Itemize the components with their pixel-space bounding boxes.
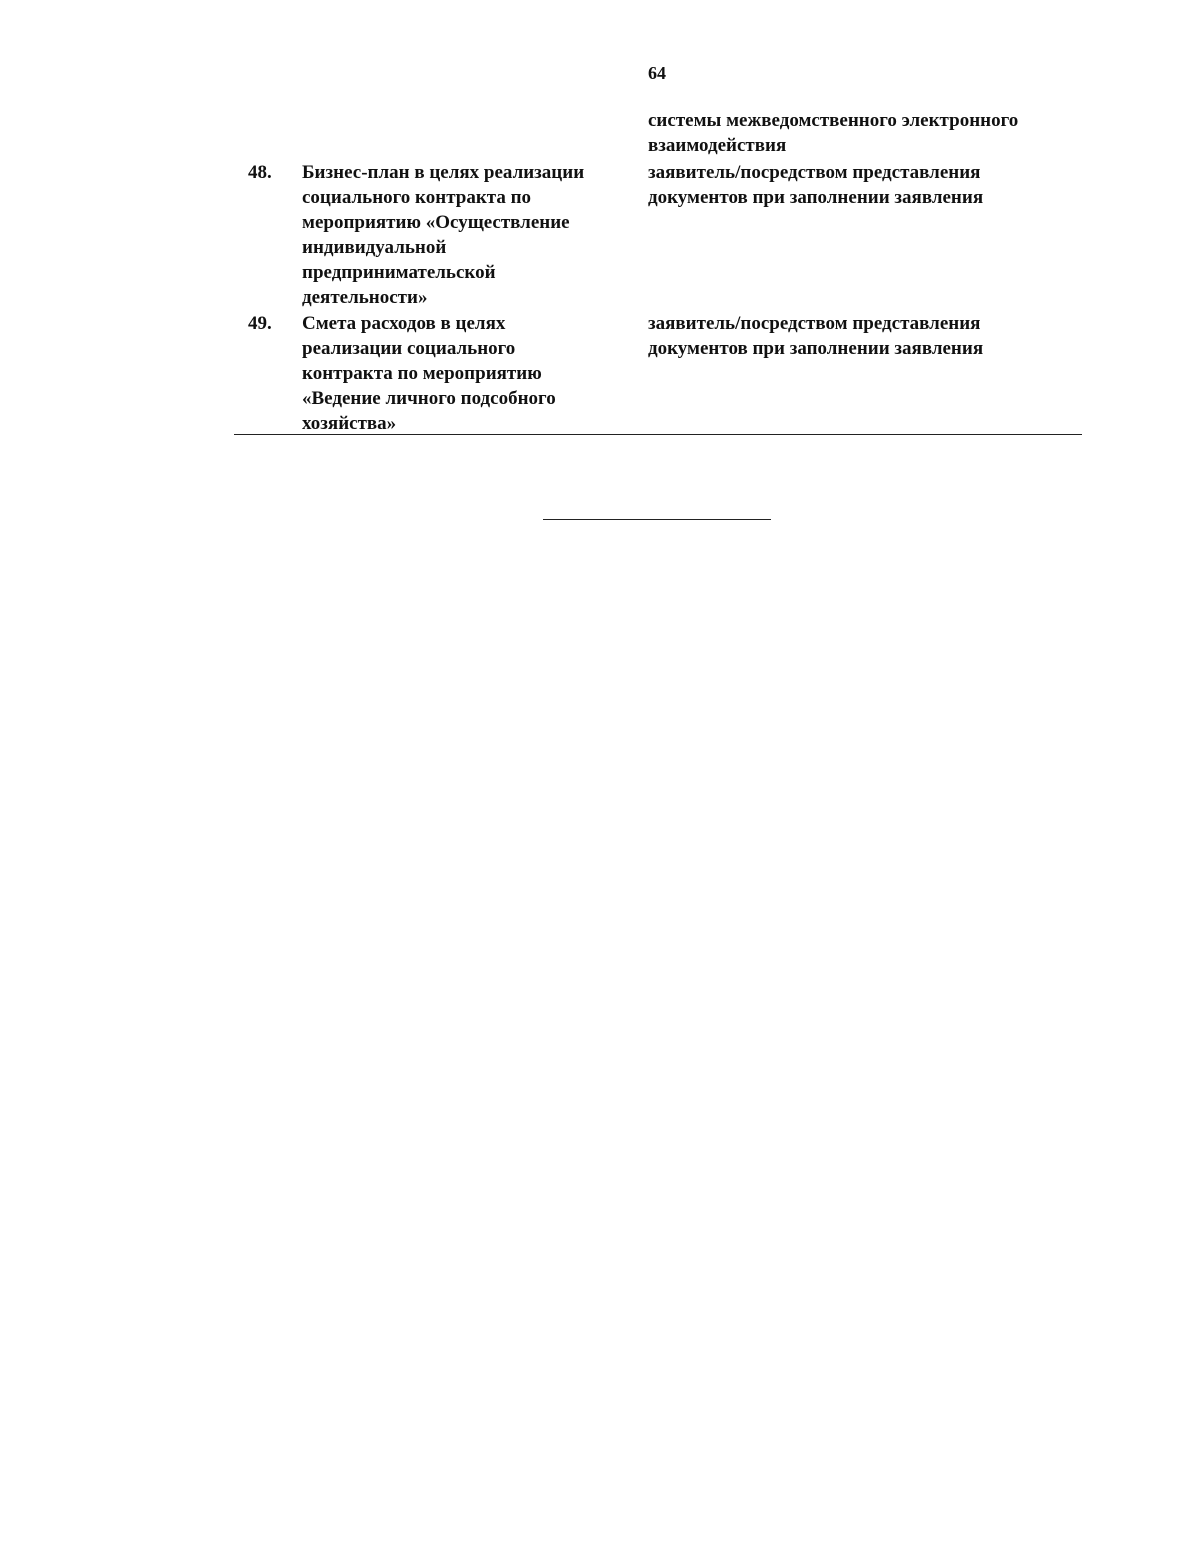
row-number: 49. xyxy=(248,313,272,334)
document-name-line: реализации социального xyxy=(302,338,516,359)
document-name-line: социального контракта по xyxy=(302,187,532,208)
document-name-cell xyxy=(302,160,622,310)
row-number: 48. xyxy=(248,162,272,183)
document-name-line: Смета расходов в целях xyxy=(302,313,506,334)
document-name-line: деятельности» xyxy=(302,287,428,308)
document-name-line: хозяйства» xyxy=(302,413,397,434)
source-cell xyxy=(648,311,1078,361)
source-line: заявитель/посредством представления xyxy=(648,313,981,334)
table-bottom-rule xyxy=(234,434,1082,435)
document-name-line: предпринимательской xyxy=(302,262,496,283)
document-name-line: «Ведение личного подсобного xyxy=(302,388,556,409)
source-cell xyxy=(648,160,1078,210)
document-name-line: Бизнес-план в целях реализации xyxy=(302,162,585,183)
page-number: 64 xyxy=(648,63,666,83)
continuation-line: взаимодействия xyxy=(648,135,787,156)
source-line: документов при заполнении заявления xyxy=(648,187,984,208)
document-name-line: мероприятию «Осуществление xyxy=(302,212,570,233)
document-name-cell xyxy=(302,311,622,436)
end-of-document-rule xyxy=(543,519,771,520)
continuation-line: системы межведомственного электронного xyxy=(648,110,1019,131)
source-line: документов при заполнении заявления xyxy=(648,338,984,359)
continuation-cell xyxy=(648,108,1078,158)
source-line: заявитель/посредством представления xyxy=(648,162,981,183)
document-name-line: индивидуальной xyxy=(302,237,447,258)
document-name-line: контракта по мероприятию xyxy=(302,363,542,384)
